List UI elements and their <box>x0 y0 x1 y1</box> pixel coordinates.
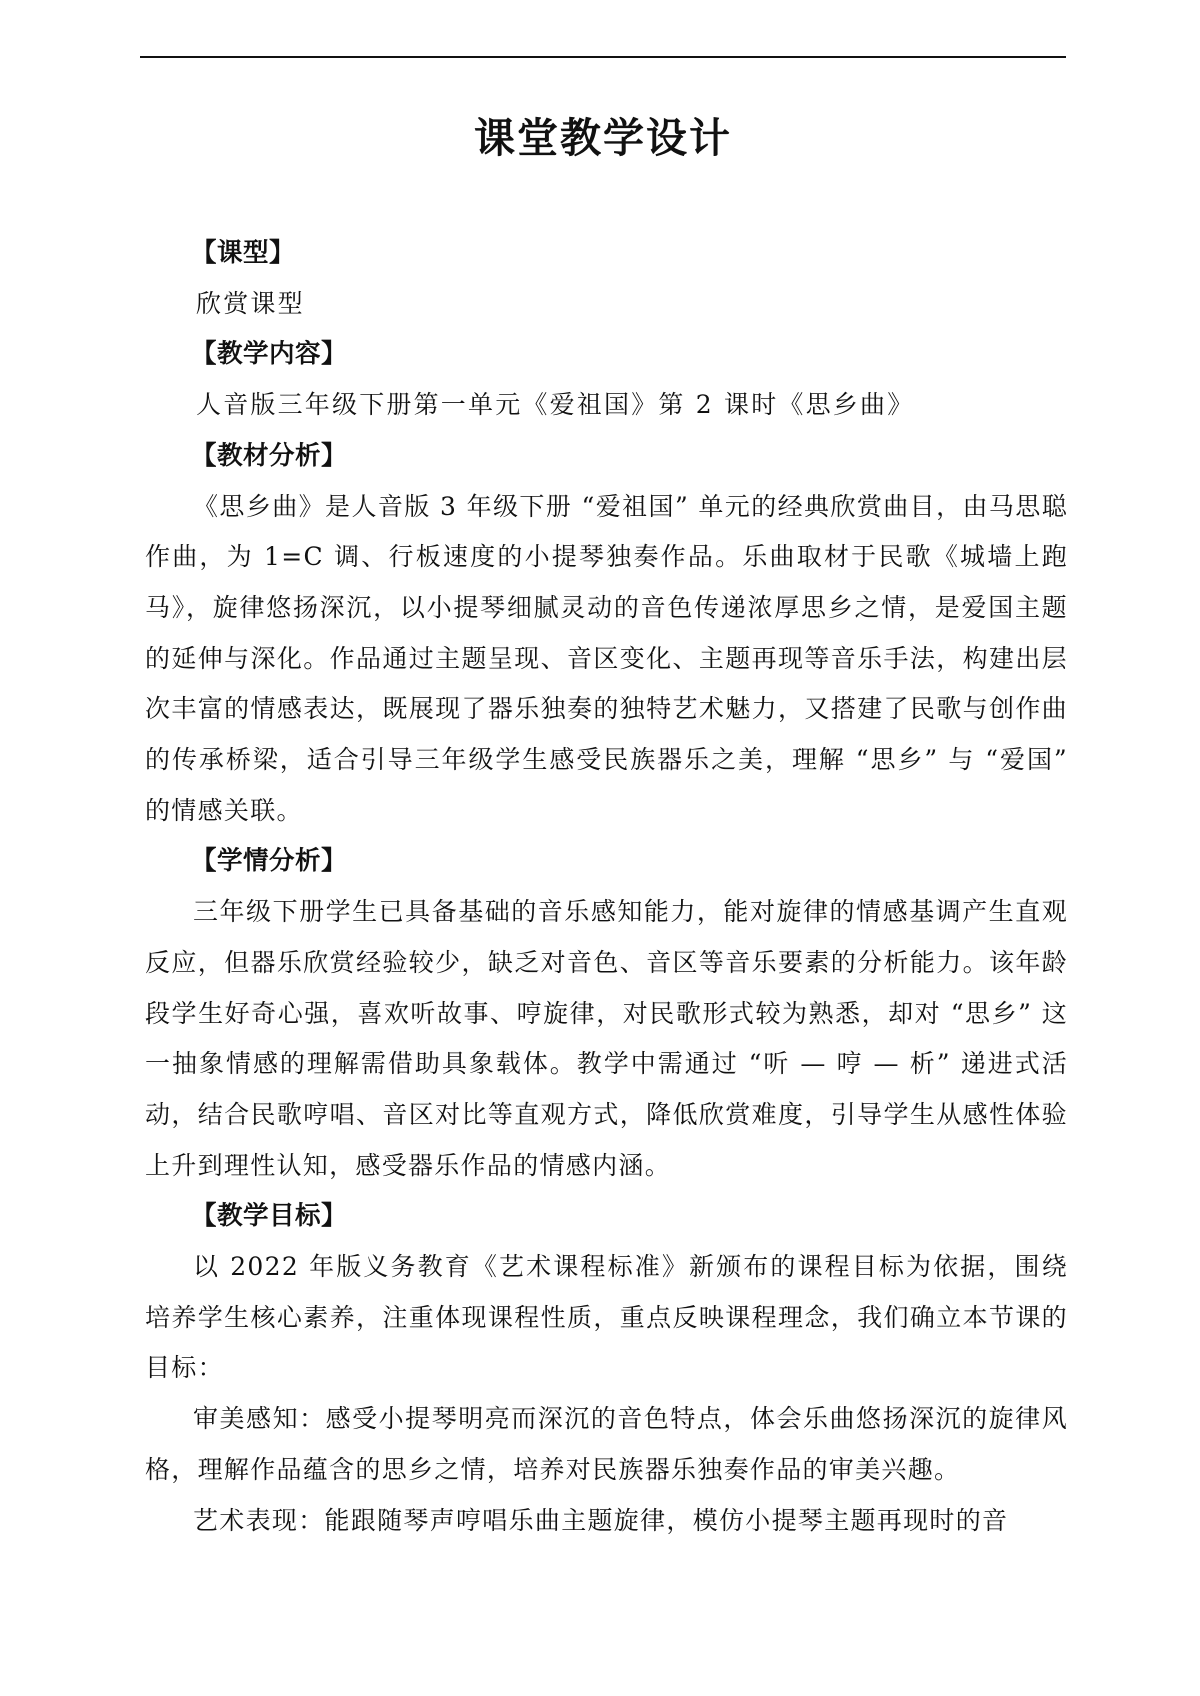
material-analysis-paragraph: 《思乡曲》是人音版 3 年级下册 “爱祖国” 单元的经典欣赏曲目，由马思聪作曲，为 1=C 调、行板速度的小提琴独奏作品。乐曲取材于民歌《城墙上跑马》，旋律悠扬深沉，以小提琴细腻灵动的音色传递浓厚思乡之情，是爱国主题的延伸与深化。作品通过主题呈现、音区变化、主题再现等音乐手法，构建出层次丰富的情感表达，既展现了器乐独奏的独特艺术魅力，又搭建了民歌与创作曲的传承桥梁，适合引导三年级学生感受民族器乐之美，理解 “思乡” 与 “爱国” 的情感关联。 <box>145 491 1068 825</box>
section-heading-lesson-type: 【课型】 <box>191 238 296 268</box>
student-analysis-paragraph: 三年级下册学生已具备基础的音乐感知能力，能对旋律的情感基调产生直观反应，但器乐欣赏经验较少，缺乏对音色、音区等音乐要素的分析能力。该年龄段学生好奇心强，喜欢听故事、哼旋律，对民歌形式较为熟悉，却对 “思乡” 这一抽象情感的理解需借助具象载体。教学中需通过 “听 — 哼 — 析” 递进式活动，结合民歌哼唱、音区对比等直观方式，降低欣赏难度，引导学生从感性体验上升到理性认知，感受器乐作品的情感内涵。 <box>145 897 1068 1180</box>
header-rule <box>140 56 1066 58</box>
document-body <box>145 228 1068 1546</box>
lesson-type-text: 欣赏课型 <box>196 288 305 318</box>
section-heading-student-analysis: 【学情分析】 <box>191 846 348 877</box>
objectives-intro-paragraph: 以 2022 年版义务教育《艺术课程标准》新颁布的课程目标为依据，围绕培养学生核心素养，注重体现课程性质，重点反映课程理念，我们确立本节课的目标： <box>145 1252 1068 1383</box>
section-heading-material-analysis: 【教材分析】 <box>191 440 348 471</box>
page-title: 课堂教学设计 <box>474 114 732 162</box>
objective-aesthetic-perception: 审美感知：感受小提琴明亮而深沉的音色特点，体会乐曲悠扬深沉的旋律风格，理解作品蕴含的思乡之情，培养对民族器乐独奏作品的审美兴趣。 <box>145 1404 1068 1484</box>
objective-artistic-expression: 艺术表现：能跟随琴声哼唱乐曲主题旋律，模仿小提琴主题再现时的音 <box>193 1505 1009 1535</box>
section-heading-teaching-content: 【教学内容】 <box>191 339 348 370</box>
section-heading-teaching-objectives: 【教学目标】 <box>191 1201 348 1232</box>
teaching-content-text: 人音版三年级下册第一单元《爱祖国》第 2 课时《思乡曲》 <box>196 390 915 420</box>
